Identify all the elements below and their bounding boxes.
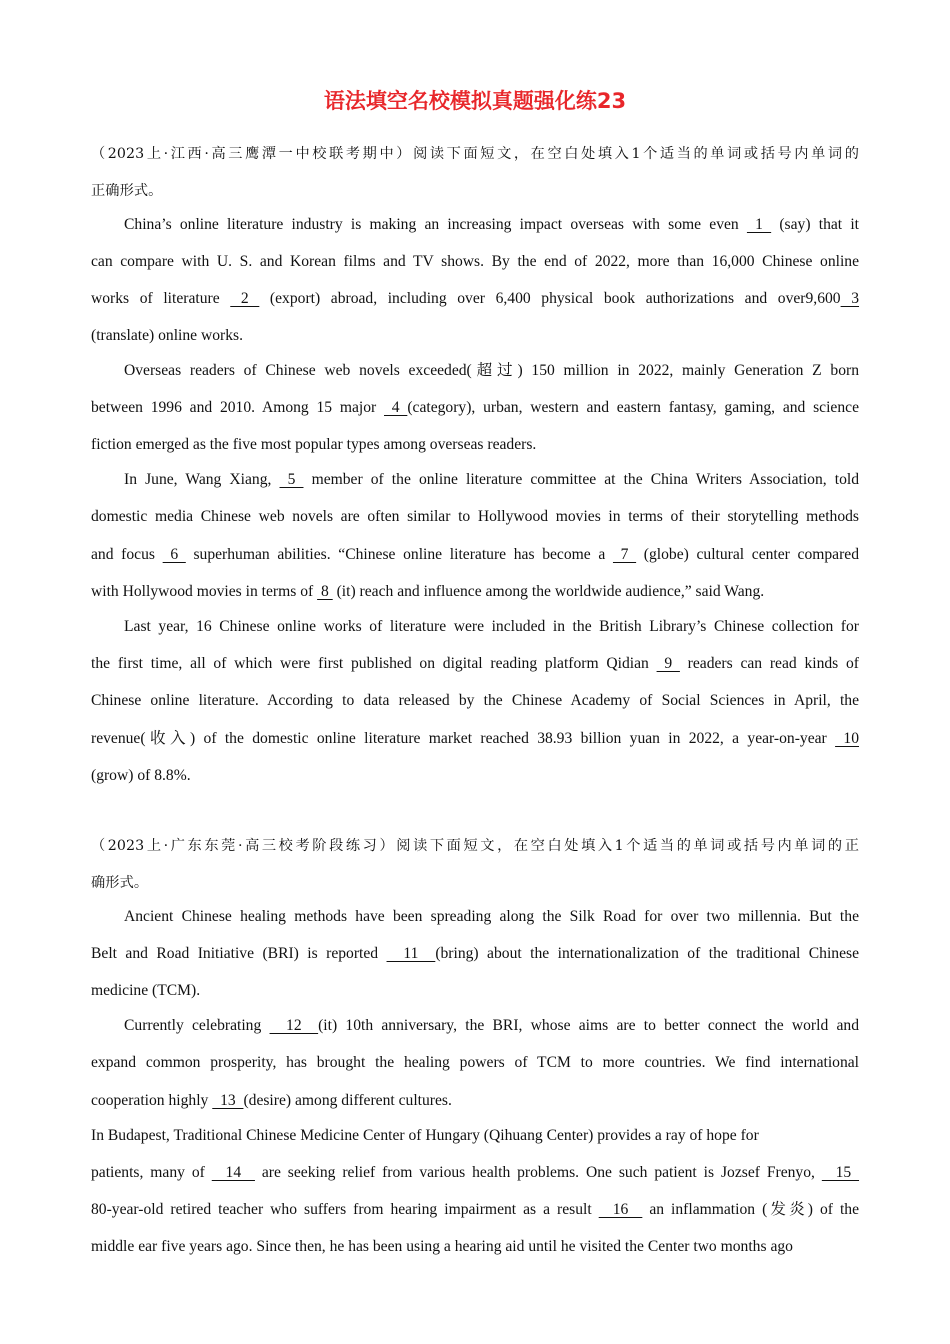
text-line: Belt and Road Initiative (BRI) is reported 11 (bring) about the internationalization of the traditional Chinese — [91, 945, 859, 962]
passage1-paragraph: Overseas readers of Chinese web novels exceeded(超过) 150 million in 2022, mainly Generation Z born — [124, 362, 859, 379]
text-line: Chinese online literature. According to data released by the Chinese Academy of Social Sciences in April, the — [91, 692, 859, 709]
text-line: 80-year-old retired teacher who suffers from hearing impairment as a result 16 an inflammation (发炎) of the — [91, 1201, 860, 1218]
blank-6: 6 — [162, 546, 186, 563]
text-line: cooperation highly 13 (desire) among different cultures. — [91, 1092, 452, 1109]
blank-11: 11 — [386, 945, 436, 962]
blank-14: 14 — [211, 1164, 255, 1181]
text-line: medicine (TCM). — [91, 982, 201, 999]
passage1-source-cont: 正确形式。 — [91, 183, 163, 199]
passage1-paragraph: In June, Wang Xiang, 5 member of the online literature committee at the China Writers Association, told — [124, 471, 860, 488]
passage2-source-cont: 确形式。 — [91, 875, 149, 891]
text-line: works of literature 2 (export) abroad, including over 6,400 physical book authorizations and over9,600 3 — [91, 290, 860, 307]
text-line: (grow) of 8.8%. — [91, 767, 191, 784]
passage2-paragraph: Ancient Chinese healing methods have been spreading along the Silk Road for over two millennia. But the — [124, 908, 859, 925]
blank-16: 16 — [598, 1201, 643, 1218]
blank-1: 1 — [746, 216, 772, 233]
blank-5: 5 — [279, 471, 304, 488]
text-line: domestic media Chinese web novels are often similar to Hollywood movies in terms of their storytelling methods — [91, 508, 859, 525]
text-line: can compare with U. S. and Korean films and TV shows. By the end of 2022, more than 16,000 Chinese online — [91, 253, 859, 270]
text-line: with Hollywood movies in terms of 8 (it) reach and influence among the worldwide audience,” said Wang. — [91, 583, 765, 600]
text-line: (translate) online works. — [91, 327, 243, 344]
blank-7: 7 — [612, 546, 637, 563]
text-line: expand common prosperity, has brought the healing powers of TCM to more countries. We find international — [91, 1054, 859, 1071]
text-line: between 1996 and 2010. Among 15 major 4 (category), urban, western and eastern fantasy, gaming, and science — [91, 399, 859, 416]
blank-15: 15 — [821, 1164, 860, 1181]
blank-9: 9 — [656, 655, 680, 672]
text-line: patients, many of 14 are seeking relief from various health problems. One such patient is Jozsef Frenyo, 15 — [91, 1164, 860, 1181]
passage2-paragraph: Currently celebrating 12 (it) 10th anniversary, the BRI, whose aims are to better connect the world and — [124, 1017, 860, 1034]
passage2-paragraph: In Budapest, Traditional Chinese Medicine Center of Hungary (Qihuang Center) provides a ray of hope for — [91, 1127, 759, 1144]
passage2-source: （2023上·广东东莞·高三校考阶段练习）阅读下面短文，在空白处填入1个适当的单词或括号内单词的正 — [91, 838, 859, 854]
blank-2: 2 — [230, 290, 260, 307]
blank-10: 10 — [835, 730, 859, 747]
passage1-paragraph: China’s online literature industry is making an increasing impact overseas with some even 1 (say) that it — [124, 216, 859, 233]
blank-12: 12 — [269, 1017, 319, 1034]
text-line: revenue(收入) of the domestic online literature market reached 38.93 billion yuan in 2022, a year-on-year 10 — [91, 730, 859, 747]
blank-8: 8 — [317, 583, 333, 600]
passage1-source: （2023上·江西·高三鹰潭一中校联考期中）阅读下面短文，在空白处填入1个适当的单词或括号内单词的 — [91, 146, 859, 162]
page-title: 语法填空名校模拟真题强化练23 — [323, 89, 627, 113]
blank-13: 13 — [212, 1092, 244, 1109]
passage1-paragraph: Last year, 16 Chinese online works of literature were included in the British Library’s Chinese collection for — [124, 618, 859, 635]
text-line: fiction emerged as the five most popular types among overseas readers. — [91, 436, 537, 453]
blank-4: 4 — [384, 399, 408, 416]
text-line: the first time, all of which were first published on digital reading platform Qidian 9 readers can read kinds of — [91, 655, 860, 672]
text-line: and focus 6 superhuman abilities. “Chinese online literature has become a 7 (globe) cultural center compared — [91, 546, 860, 563]
text-line: middle ear five years ago. Since then, he has been using a hearing aid until he visited the Center two months ago — [91, 1238, 793, 1255]
blank-3: 3 — [840, 290, 860, 307]
